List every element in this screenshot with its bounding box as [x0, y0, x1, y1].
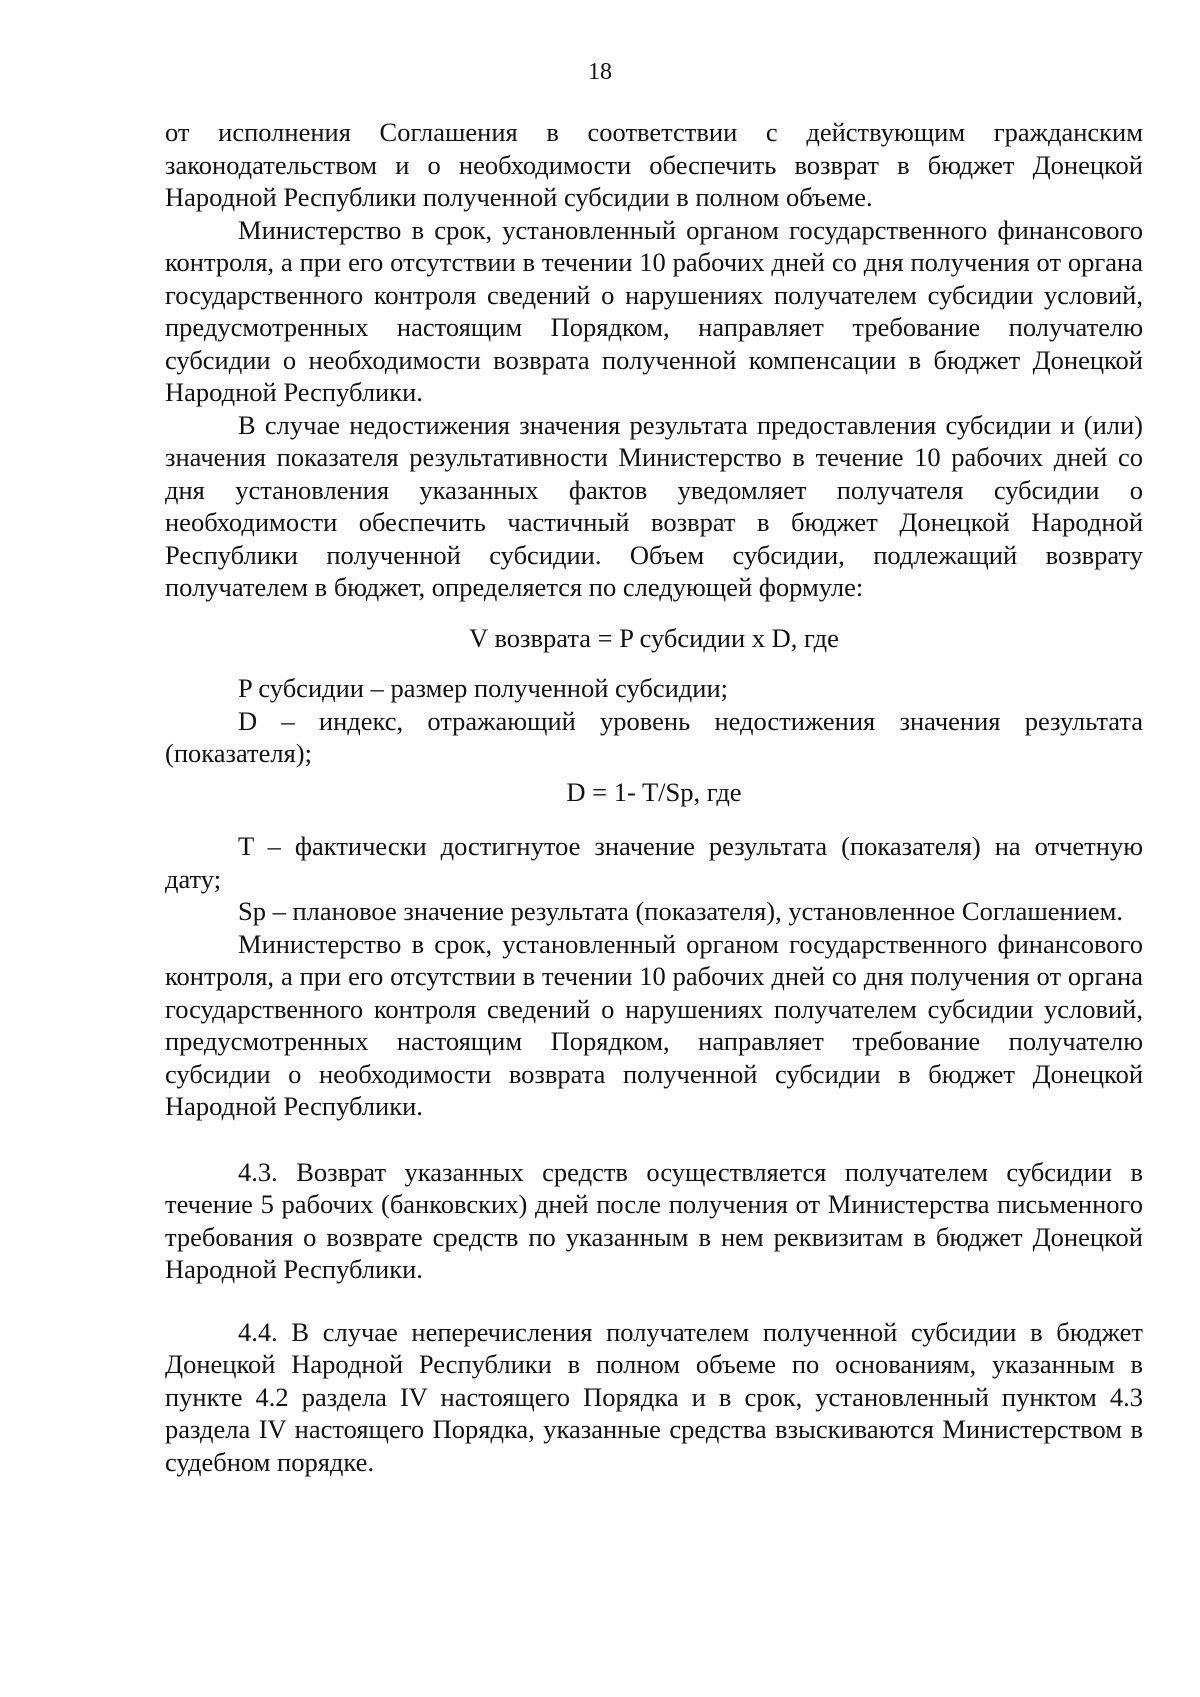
definition-p-subsidy: P субсидии – размер полученной субсидии; — [238, 673, 728, 703]
formula-d-index: D = 1- T/Sp, где — [566, 776, 742, 807]
paragraph-partial-return: В случае недостижения значения результата предоставления субсидии и (или) значения показателя результативности Министерство в течение 10 рабочих дней со дня установления указанных фактов уведомляет получателя субсидии о необходимости обеспечить частичный возврат в бюджет Донецкой Народной Республики полученной субсидии. Объем субсидии, подлежащий возврату получателем в бюджет, определяется по следующей формуле: — [165, 409, 1143, 602]
formula-return-volume: V возврата = P субсидии x D, где — [469, 622, 839, 653]
paragraph-ministry-demand-repeat: Министерство в срок, установленный органом государственного финансового контроля, а при его отсутствии в течении 10 рабочих дней со дня получения от органа государственного контроля сведений о нарушениях получателем субсидии условий, предусмотренных настоящим Порядком, направляет требование получателю субсидии о необходимости возврата полученной субсидии в бюджет Донецкой Народной Республики. — [165, 928, 1143, 1121]
definition-d-index: D – индекс, отражающий уровень недостижения значения результата (показателя); — [165, 705, 1143, 768]
document-body — [165, 116, 1143, 1478]
clause-4-4: 4.4. В случае неперечисления получателем полученной субсидии в бюджет Донецкой Народной Республики в полном объеме по основаниям, указанным в пункте 4.2 раздела IV настоящего Порядка и в срок, установленный пунктом 4.3 раздела IV настоящего Порядка, указанные средства взыскиваются Министерством в судебном порядке. — [165, 1316, 1143, 1477]
paragraph-ministry-demand: Министерство в срок, установленный органом государственного финансового контроля, а при его отсутствии в течении 10 рабочих дней со дня получения от органа государственного контроля сведений о нарушениях получателем субсидии условий, предусмотренных настоящим Порядком, направляет требование получателю субсидии о необходимости возврата полученной компенсации в бюджет Донецкой Народной Республики. — [165, 214, 1143, 407]
definition-t-actual: T – фактически достигнутое значение результата (показателя) на отчетную дату; — [165, 831, 1143, 894]
clause-4-3: 4.3. Возврат указанных средств осуществляется получателем субсидии в течение 5 рабочих (банковских) дней после получения от Министерства письменного требования о возврате средств по указанным в нем реквизитам в бюджет Донецкой Народной Республики. — [165, 1156, 1143, 1284]
definition-sp-planned: Sp – плановое значение результата (показателя), установленное Соглашением. — [238, 896, 1124, 926]
paragraph-continuation: от исполнения Соглашения в соответствии с действующим гражданским законодательством и о необходимости обеспечить возврат в бюджет Донецкой Народной Республики полученной субсидии в полном объеме. — [165, 117, 1143, 212]
page-number: 18 — [588, 59, 612, 85]
